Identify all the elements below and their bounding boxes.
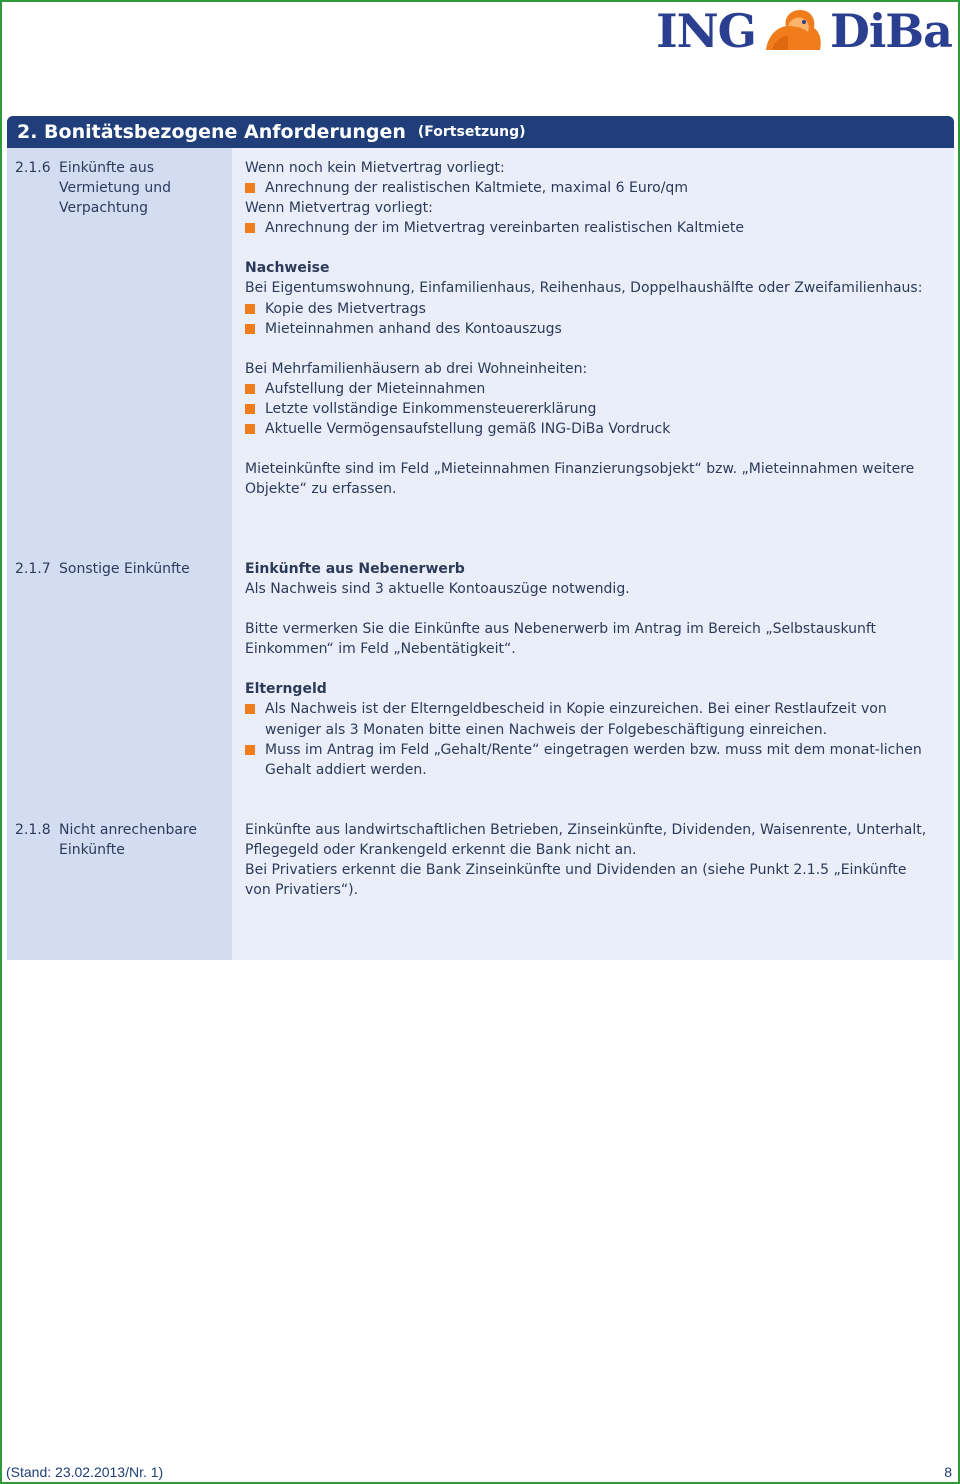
section-header <box>7 116 954 148</box>
section-label: Sonstige Einkünfte <box>59 561 190 577</box>
section-title: 2. Bonitätsbezogene Anforderungen <box>17 121 406 143</box>
bullet-item: Als Nachweis ist der Elterngeldbescheid in Kopie einzureichen. Bei einer Restlaufzeit von weniger als 3 Monaten bitte einen Nachweis der Folgebeschäftigung einreichen. <box>245 699 935 739</box>
text-line: Bitte vermerken Sie die Einkünfte aus Nebenerwerb im Antrag im Bereich „Selbstauskunft Einkommen“ im Feld „Nebentätigkeit“. <box>245 621 877 658</box>
text-line: Einkünfte aus landwirtschaftlichen Betrieben, Zinseinkünfte, Dividenden, Waisenrente, Unterhalt, Pflegegeld oder Krankengeld erkennt die Bank nicht an. <box>245 822 927 859</box>
bullet-item: Mieteinnahmen anhand des Kontoauszugs <box>245 319 935 339</box>
text-line: Mieteinkünfte sind im Feld „Mieteinnahmen Finanzierungsobjekt“ bzw. „Mieteinnahmen weitere Objekte“ zu erfassen. <box>245 461 915 498</box>
subheading-elterngeld: Elterngeld <box>245 681 327 698</box>
text-line: Wenn Mietvertrag vorliegt: <box>245 200 433 217</box>
ing-diba-logo <box>656 6 952 56</box>
bullet-item: Muss im Antrag im Feld „Gehalt/Rente“ eingetragen werden bzw. muss mit dem monat-lichen Gehalt addiert werden. <box>245 740 935 780</box>
text-line: Bei Privatiers erkennt die Bank Zinseinkünfte und Dividenden an (siehe Punkt 2.1.5 „Einkünfte von Privatiers“). <box>245 862 907 899</box>
logo-text-diba: DiBa <box>829 4 952 58</box>
section-label: Nicht anrechenbare Einkünfte <box>59 822 197 858</box>
bullet-item: Aktuelle Vermögensaufstellung gemäß ING-DiBa Vordruck <box>245 419 935 439</box>
bullet-item: Anrechnung der realistischen Kaltmiete, maximal 6 Euro/qm <box>245 178 935 198</box>
text-line: Bei Eigentumswohnung, Einfamilienhaus, Reihenhaus, Doppelhaushälfte oder Zweifamilienhaus: <box>245 280 923 297</box>
section-content <box>245 820 935 900</box>
section-content <box>245 559 935 780</box>
lion-icon <box>758 6 828 56</box>
section-label: Einkünfte aus Vermietung und Verpachtung <box>59 160 171 216</box>
requirements-table <box>7 148 954 960</box>
section-number: 2.1.7 <box>15 561 51 577</box>
text-line: Als Nachweis sind 3 aktuelle Kontoauszüge notwendig. <box>245 581 630 598</box>
bullet-item: Anrechnung der im Mietvertrag vereinbarten realistischen Kaltmiete <box>245 218 935 238</box>
text-line: Wenn noch kein Mietvertrag vorliegt: <box>245 160 505 176</box>
section-number: 2.1.6 <box>15 160 51 176</box>
bullet-item: Aufstellung der Mieteinnahmen <box>245 379 935 399</box>
bullet-item: Kopie des Mietvertrags <box>245 299 935 319</box>
bullet-item: Letzte vollständige Einkommensteuererklärung <box>245 399 935 419</box>
section-number: 2.1.8 <box>15 822 51 838</box>
footer-stand: (Stand: 23.02.2013/Nr. 1) <box>6 1464 164 1480</box>
section-subtitle: (Fortsetzung) <box>417 124 526 140</box>
page-number: 8 <box>944 1464 952 1480</box>
section-content <box>245 158 935 499</box>
subheading-nachweise: Nachweise <box>245 260 330 277</box>
logo-text-ing: ING <box>656 4 756 58</box>
text-line: Bei Mehrfamilienhäusern ab drei Wohneinheiten: <box>245 360 588 377</box>
subheading-nebenerwerb: Einkünfte aus Nebenerwerb <box>245 561 465 577</box>
